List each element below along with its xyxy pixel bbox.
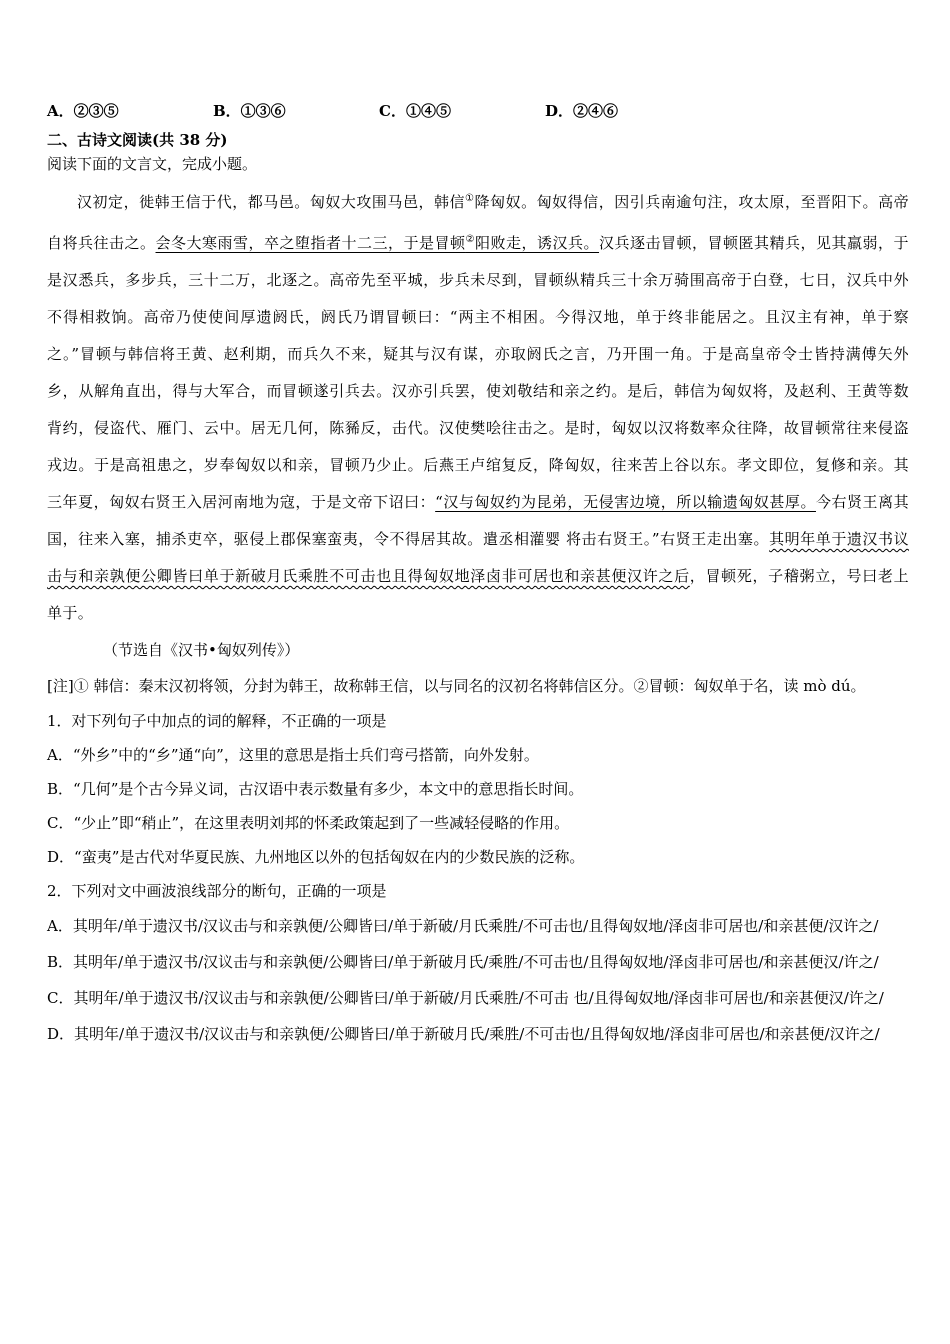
question-2-option-b: B．其明年/单于遗汉书/汉议击与和亲孰便/公卿皆曰/单于新破月氏/乘胜/不可击也/且得匈奴地/泽卤非可居也/和亲甚便汉/许之/: [47, 953, 879, 971]
question-2-stem: 2．下列对文中画波浪线部分的断句，正确的一项是: [47, 882, 387, 900]
underlined-sentence-2: “汉与匈奴约为昆弟，无侵害边境，所以输遗匈奴甚厚。: [435, 493, 816, 511]
passage-text: ，冒顿死，子稽粥立，号曰老上单于。: [47, 567, 909, 622]
classical-passage: [47, 180, 909, 632]
option-c: C．①④⑤: [379, 101, 451, 120]
question-1-option-a: A．“外乡”中的“乡”通“向”，这里的意思是指士兵们弯弓搭箭，向外发射。: [47, 746, 539, 764]
annotation-note: [注]① 韩信：秦末汉初将领，分封为韩王，故称韩王信，以与同名的汉初名将韩信区分。②冒顿：匈奴单于名，读 mò dú。: [47, 677, 866, 695]
source-citation: （节选自《汉书•匈奴列传》）: [103, 641, 300, 659]
question-1-stem: 1．对下列句子中加点的词的解释，不正确的一项是: [47, 712, 387, 730]
option-b: B．①③⑥: [213, 101, 286, 120]
option-d: D．②④⑥: [545, 101, 619, 120]
passage-text: 汉兵逐击冒顿，冒顿匿其精兵，见其羸弱，于是汉悉兵，多步兵，三十二万，北逐之。高帝先至平城，步兵未尽到，冒顿纵精兵三十余万骑围高帝于白登，七日，汉兵中外不得相救饷。高帝乃使使间厚遗阏氏，阏氏乃谓冒顿曰：“两主不相困。今得汉地，单于终非能居之。且汉主有神，单于察之。”冒顿与韩信将王黄、赵利期，而兵久不来，疑其与汉有谋，亦取阏氏之言，乃开围一角。于是高皇帝令士皆持满傅矢外乡，从解角直出，得与大军合，而冒顿遂引兵去。汉亦引兵罢，使刘敬结和亲之约。是后，韩信为匈奴将，及赵利、王黄等数背约，侵盗代、雁门、云中。居无几何，陈豨反，击代。汉使樊哙往击之。是时，匈奴以汉将数率众往降，故冒顿常往来侵盗戎边。于是高祖患之，岁奉匈奴以和亲，冒顿乃少止。后燕王卢绾复反，降匈奴，往来苦上谷以东。孝文即位，复修和亲。其三年夏，匈奴右贤王入居河南地为寇，于是文帝下诏曰：: [47, 234, 909, 511]
underlined-sentence-1: [156, 234, 600, 252]
passage-text: 汉初定，徙韩王信于代，都马邑。匈奴大攻围马邑，韩信: [77, 193, 466, 211]
section-title: 二、古诗文阅读(共 38 分): [47, 131, 228, 149]
question-2-option-a: A．其明年/单于遗汉书/汉议击与和亲孰便/公卿皆曰/单于新破/月氏乘胜/不可击也/且得匈奴地/泽卤非可居也/和亲甚便/汉许之/: [47, 917, 879, 935]
option-a: A．②③⑤: [47, 101, 119, 120]
underlined-text: 阳败走，诱汉兵。: [475, 234, 600, 252]
question-1-option-c: C．“少止”即“稍止”，在这里表明刘邦的怀柔政策起到了一些减轻侵略的作用。: [47, 814, 570, 832]
footnote-mark-1: ①: [465, 193, 475, 204]
footnote-mark-2: ②: [465, 234, 476, 245]
exam-page: [47, 92, 909, 1052]
passage-text: 今右贤王离其国，往来入塞，捕杀吏卒，驱侵上郡保塞蛮夷，令不得居其故。遣丞相灌婴 将击右贤王。”右贤王走出塞。: [47, 493, 909, 548]
passage-text: 降匈奴。匈奴得信，因引兵南逾句注，攻太原，至晋阳下。高帝自将兵往击之。: [47, 193, 909, 252]
question-2-option-c: C．其明年/单于遗汉书/汉议击与和亲孰便/公卿皆曰/单于新破/月氏乘胜/不可击 也/且得匈奴地/泽卤非可居也/和亲甚便汉/许之/: [47, 989, 884, 1007]
previous-question-options: [47, 92, 909, 128]
wavy-underlined-sentence: 其明年单于遗汉书议击与和亲孰便公卿皆曰单于新破月氏乘胜不可击也且得匈奴地泽卤非可居也和亲甚便汉许之后: [47, 530, 909, 585]
instruction: 阅读下面的文言文，完成小题。: [47, 155, 258, 173]
underlined-text: 会冬大寒雨雪，卒之堕指者十二三，于是冒顿: [155, 234, 466, 252]
question-1-option-b: B．“几何”是个古今异义词，古汉语中表示数量有多少，本文中的意思指长时间。: [47, 780, 584, 798]
question-1-option-d: D．“蛮夷”是古代对华夏民族、九州地区以外的包括匈奴在内的少数民族的泛称。: [47, 848, 585, 866]
question-2-option-d: D．其明年/单于遗汉书/汉议击与和亲孰便/公卿皆曰/单于新破月氏/乘胜/不可击也/且得匈奴地/泽卤非可居也/和亲甚便/汉许之/: [47, 1025, 880, 1043]
